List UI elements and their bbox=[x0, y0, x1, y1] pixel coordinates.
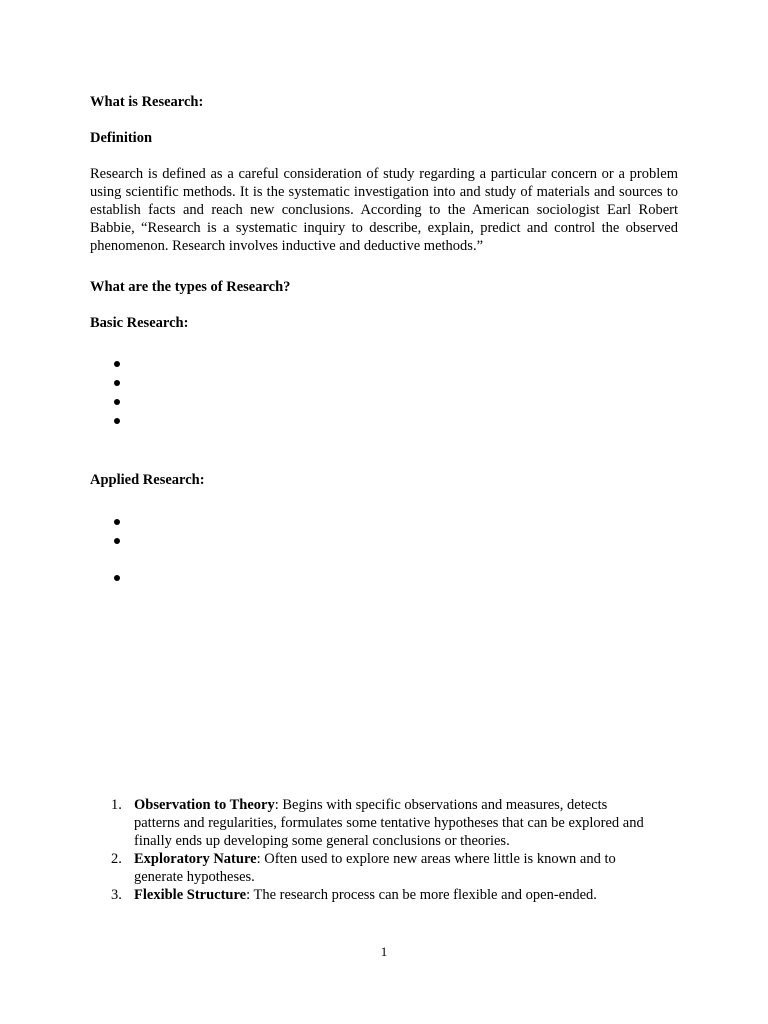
list-item-term: Flexible Structure bbox=[134, 887, 247, 903]
bullet-point bbox=[114, 519, 120, 525]
bullet-point bbox=[114, 538, 120, 544]
list-item-text: : The research process can be more flexible and open-ended. bbox=[246, 887, 597, 903]
list-item-text: : Begins with specific observations and measures, detects patterns and regularities, formulates some tentative hypotheses that can be explored and finally ends up developing some general conclusions or theories. bbox=[134, 797, 644, 849]
list-item-term: Exploratory Nature bbox=[134, 851, 257, 867]
bullet-point bbox=[114, 361, 120, 367]
basic-research-heading: Basic Research: bbox=[90, 315, 189, 331]
list-item-text: : Often used to explore new areas where little is known and to generate hypotheses. bbox=[134, 851, 616, 885]
bullet-point bbox=[114, 575, 120, 581]
bullet-point bbox=[114, 380, 120, 386]
list-item bbox=[90, 850, 650, 886]
list-item-term: Observation to Theory bbox=[134, 797, 275, 813]
applied-research-heading: Applied Research: bbox=[90, 472, 205, 488]
types-of-research-heading: What are the types of Research? bbox=[90, 279, 291, 295]
bullet-point bbox=[114, 418, 120, 424]
definition-paragraph: Research is defined as a careful consideration of study regarding a particular concern or a problem using scientific methods. It is the systematic investigation into and study of materials and sources to establish facts and reach new conclusions. According to the American sociologist Earl Robert Babbie, “Research is a systematic inquiry to describe, explain, predict and control the observed phenomenon. Research involves inductive and deductive methods.” bbox=[90, 166, 678, 254]
definition-heading: Definition bbox=[90, 130, 153, 146]
list-item bbox=[90, 886, 650, 904]
bullet-point bbox=[114, 399, 120, 405]
list-item-number: 1. bbox=[111, 797, 122, 813]
list-item bbox=[90, 796, 650, 850]
what-is-research-heading: What is Research: bbox=[90, 94, 204, 110]
research-characteristics-list bbox=[90, 796, 650, 904]
list-item-number: 3. bbox=[111, 887, 122, 903]
page-number: 1 bbox=[380, 944, 388, 959]
list-item-number: 2. bbox=[111, 851, 122, 867]
